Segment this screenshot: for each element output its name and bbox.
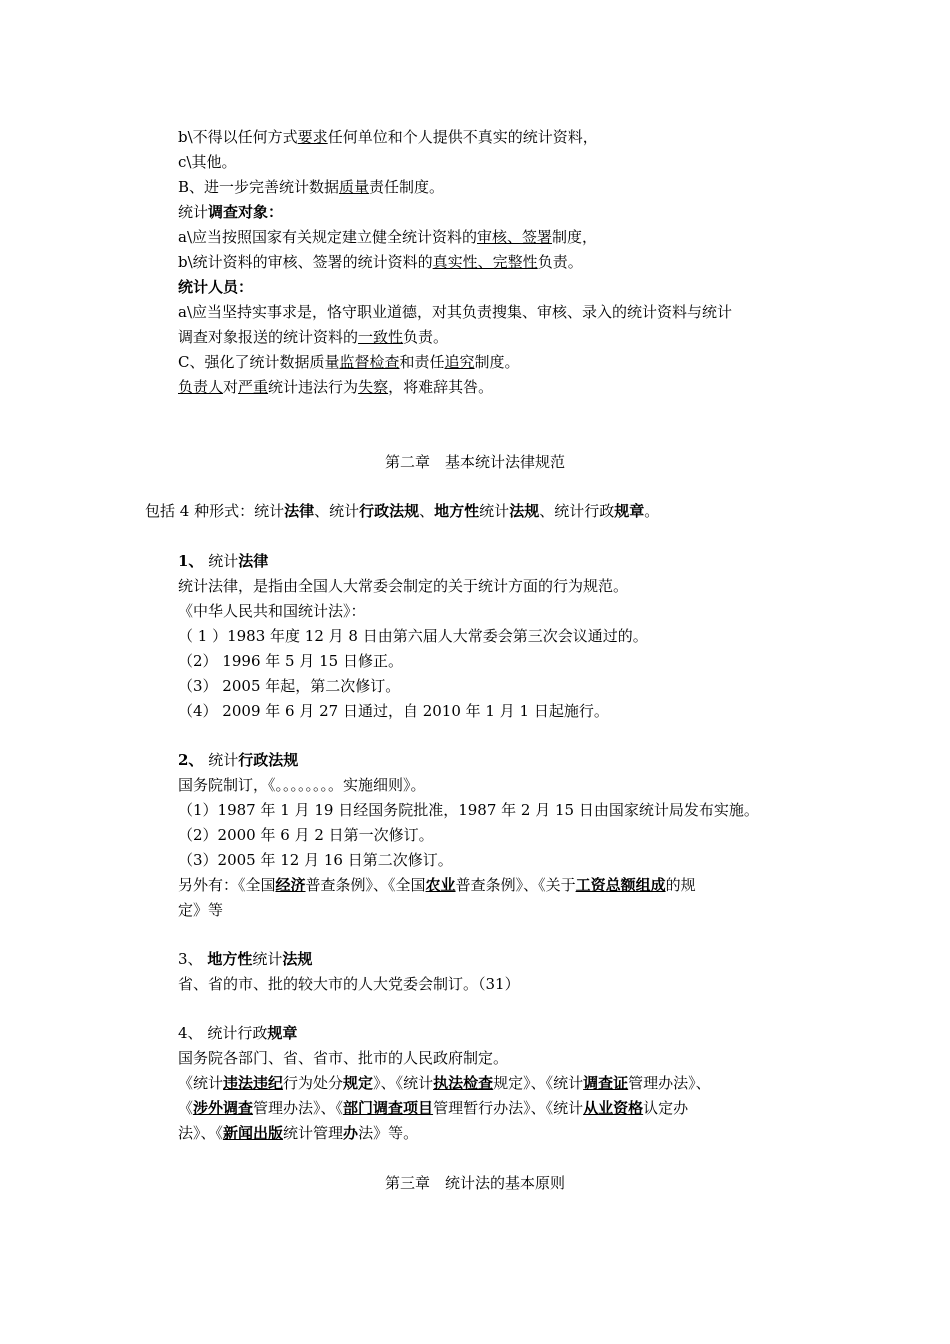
text-line [178, 175, 444, 200]
text: C、强化了统计数据质量 [178, 353, 340, 371]
text: 、统计行政 [539, 502, 615, 520]
section-heading [178, 549, 268, 574]
text-line [178, 250, 583, 275]
text: 统计违法行为 [268, 378, 359, 396]
text: 责任制度。 [369, 178, 445, 196]
text: a\应当坚持实事求是，恪守职业道德，对其负责搜集、审核、录入的统计资料与统计 [178, 303, 733, 321]
text: 统计 [203, 751, 239, 769]
text: 统计管理 [283, 1124, 344, 1142]
bold-underlined-text: 经济 [275, 876, 306, 894]
section-heading [178, 748, 298, 773]
text-line [145, 499, 659, 524]
section-heading [178, 947, 312, 972]
text: 统计 [203, 552, 239, 570]
bold-underlined-text: 违法违纪 [223, 1074, 284, 1092]
text-line: （2） 1996 年 5 月 15 日修正。 [178, 652, 403, 670]
text: 管理办法》、《 [253, 1099, 344, 1117]
bold-text: 法律 [284, 502, 315, 520]
underlined-text: 一致性 [358, 328, 404, 346]
text: 《统计 [178, 1074, 224, 1092]
text-line: 《中华人民共和国统计法》： [178, 602, 366, 620]
bold-underlined-text: 农业 [425, 876, 456, 894]
text: 、 [419, 502, 435, 520]
text-line [178, 1096, 688, 1121]
chapter-title: 第三章 统计法的基本原则 [384, 1174, 565, 1192]
text: b\不得以任何方式 [178, 128, 298, 146]
text: ，将难辞其咎。 [388, 378, 494, 396]
text-line [178, 275, 253, 300]
text-line [178, 150, 236, 175]
chapter-title: 第二章 基本统计法律规范 [384, 453, 565, 471]
text-line [178, 200, 283, 225]
text: 《 [178, 1099, 194, 1117]
underlined-text: 追究 [444, 353, 475, 371]
bold-text: 规章 [614, 502, 645, 520]
text: 法》等。 [358, 1124, 419, 1142]
section-number: 1、 [178, 552, 204, 570]
text: 统计 [252, 950, 283, 968]
section-heading [178, 1021, 297, 1046]
text: 认定办 [643, 1099, 689, 1117]
bold-underlined-text: 调查证 [583, 1074, 629, 1092]
bold-underlined-text: 工资总额组成 [575, 876, 666, 894]
text: 制度， [552, 228, 598, 246]
bold-text: 行政法规 [359, 502, 420, 520]
bold-text: 法规 [509, 502, 540, 520]
text: 调查对象报送的统计资料的 [178, 328, 359, 346]
bold-text: 法律 [238, 552, 269, 570]
text: B、进一步完善统计数据 [178, 178, 340, 196]
text-line [178, 325, 448, 350]
text-line: 国务院各部门、省、省市、批市的人民政府制定。 [178, 1049, 509, 1067]
bold-text: 调查对象： [208, 203, 284, 221]
section-number: 4、 [178, 1024, 203, 1042]
text: 另外有：《全国 [178, 876, 276, 894]
text: a\应当按照国家有关规定建立健全统计资料的 [178, 228, 477, 246]
text: c\其他。 [178, 153, 237, 171]
bold-underlined-text: 从业资格 [583, 1099, 644, 1117]
text: 统计 [178, 203, 209, 221]
text: 普查条例》、《全国 [305, 876, 426, 894]
underlined-text: 严重 [238, 378, 269, 396]
text: 法》、《 [178, 1124, 224, 1142]
text-line [178, 125, 598, 150]
bold-underlined-text: 涉外调查 [193, 1099, 254, 1117]
text-line: （4） 2009 年 6 月 27 日通过，自 2010 年 1 月 1 日起施行。 [178, 702, 609, 720]
text: 包括 4 种形式：统计 [145, 502, 285, 520]
bold-text: 规章 [267, 1024, 298, 1042]
text: 负责。 [537, 253, 583, 271]
text-line: （3）2005 年 12 月 16 日第二次修订。 [178, 851, 453, 869]
underlined-text: 要求 [297, 128, 328, 146]
underlined-text: 监督检查 [339, 353, 400, 371]
text: 任何单位和个人提供不真实的统计资料， [327, 128, 598, 146]
bold-text: 地方性 [207, 950, 253, 968]
text: 对 [223, 378, 239, 396]
text: 规定》、《统计 [493, 1074, 584, 1092]
text-line [178, 873, 696, 898]
text: 统计行政 [202, 1024, 268, 1042]
text: 的规 [665, 876, 696, 894]
text-line: 国务院制订，《。。。。。。。。实施细则》。 [178, 776, 426, 794]
section-number: 2、 [178, 751, 204, 769]
bold-text: 地方性 [434, 502, 480, 520]
text-line: 省、省的市、批的较大市的人大党委会制订。（31） [178, 975, 520, 993]
bold-text: 办 [343, 1124, 359, 1142]
text: 。 [644, 502, 660, 520]
underlined-text: 负责人 [178, 378, 224, 396]
text: 管理办法》、 [628, 1074, 711, 1092]
bold-underlined-text: 执法检查 [433, 1074, 494, 1092]
text: 》、《统计 [373, 1074, 434, 1092]
text: 行为处分 [283, 1074, 344, 1092]
text-line: 定》等 [178, 901, 224, 919]
text-line: （3） 2005 年起，第二次修订。 [178, 677, 401, 695]
text: 和责任 [399, 353, 445, 371]
underlined-text: 审核、签署 [477, 228, 553, 246]
text-line [178, 225, 597, 250]
bold-text: 统计人员： [178, 278, 254, 296]
text-line: （ 1 ）1983 年度 12 月 8 日由第六届人大常委会第三次会议通过的。 [178, 627, 648, 645]
text-line [178, 375, 493, 400]
bold-text: 规定 [343, 1074, 374, 1092]
underlined-text: 失察 [358, 378, 389, 396]
section-number: 3、 [178, 950, 203, 968]
bold-underlined-text: 新闻出版 [223, 1124, 284, 1142]
text-line: （1）1987 年 1 月 19 日经国务院批准，1987 年 2 月 15 日由国家统计局发布实施。 [178, 801, 759, 819]
text-line [178, 1121, 418, 1146]
text: 负责。 [403, 328, 449, 346]
text-line [178, 350, 520, 375]
text: b\统计资料的审核、签署的统计资料的 [178, 253, 433, 271]
bold-text: 法规 [282, 950, 313, 968]
text: 普查条例》、《关于 [455, 876, 576, 894]
text-line [178, 300, 732, 325]
underlined-text: 质量 [339, 178, 370, 196]
bold-underlined-text: 部门调查项目 [343, 1099, 434, 1117]
text: 、统计 [314, 502, 360, 520]
text-line: （2）2000 年 6 月 2 日第一次修订。 [178, 826, 434, 844]
text-line [178, 1071, 711, 1096]
bold-text: 行政法规 [238, 751, 299, 769]
text: 统计 [479, 502, 510, 520]
text: 制度。 [474, 353, 520, 371]
text-line: 统计法律，是指由全国人大常委会制定的关于统计方面的行为规范。 [178, 577, 629, 595]
underlined-text: 真实性、完整性 [432, 253, 538, 271]
text: 管理暂行办法》、《统计 [433, 1099, 584, 1117]
